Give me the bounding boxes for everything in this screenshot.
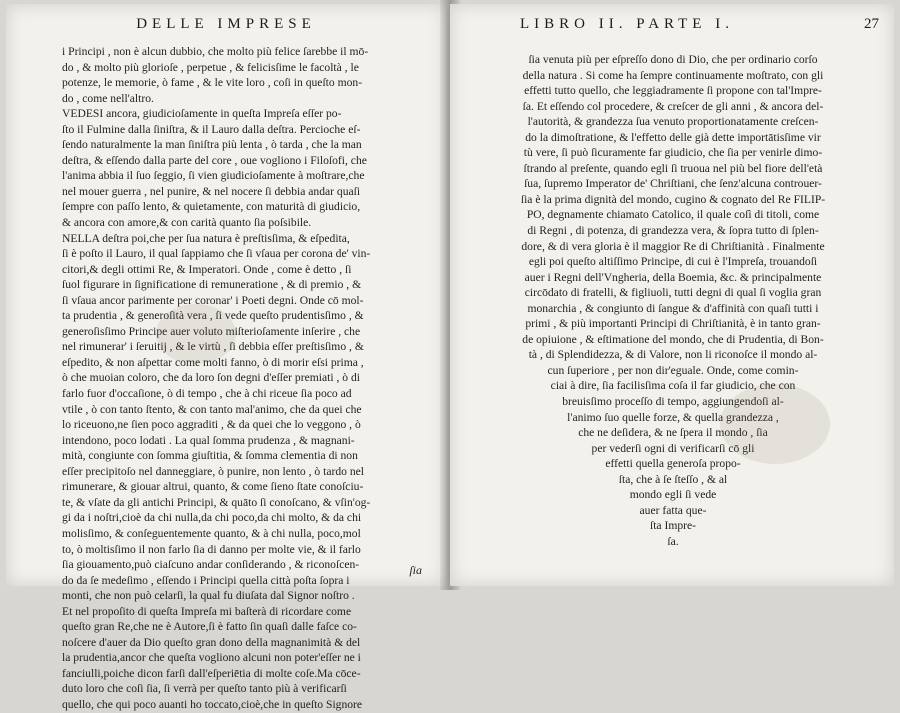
text-line: quello, che qui poco auanti ho toccato,cioè,che in queſto Signore bbox=[62, 697, 363, 711]
text-line: Et nel propoſito di queſta Impreſa mi baſterà di ricordare come bbox=[62, 604, 352, 618]
text-line: do , come nell'altro. bbox=[62, 91, 154, 105]
text-line: generoſisſimo Principe auer voluto miſterioſamente inſerire , che bbox=[62, 324, 361, 338]
text-line: circōdato di fratelli, & figliuoli, tutti degni di qual ſi voglia gran bbox=[524, 286, 822, 300]
text-line: effetti quella generoſa propo- bbox=[605, 457, 741, 471]
text-line: molisſimo, & conſeguentemente quanto, & à chi nulla, poco,mol bbox=[62, 526, 361, 540]
left-page bbox=[6, 4, 446, 711]
text-line: do da ſe medeſimo , eſſendo i Principi quella città poſta ſopra i bbox=[62, 573, 350, 587]
text-line: de opiuione , & eſtimatione del mondo, che di Prudentia, di Bon- bbox=[522, 332, 824, 346]
catchword: ſia bbox=[409, 563, 422, 577]
text-line: ſto il Fulmine dalla ſiniſtra, & il Lauro dalla deſtra. Percioche eſ- bbox=[62, 122, 361, 136]
text-line: mondo egli ſi vede bbox=[629, 488, 717, 502]
left-running-header: DELLE IMPRESE bbox=[136, 16, 316, 32]
text-line: te, & vſate da gli antichi Principi, & quāto ſi conoſcano, & vſin'og- bbox=[62, 495, 371, 509]
text-line: breuisſimo proceſſo di tempo, aggiungendoſi al- bbox=[562, 395, 784, 409]
text-line: l'anima abbia il ſuo ſeggio, ſi vien giudicioſamente à moſtrare,che bbox=[62, 169, 365, 183]
text-line: monarchia , & congiunto di ſangue & d'affinità con quaſi tutti i bbox=[527, 301, 819, 315]
text-line: nel rimunerar' i ſeruitij , & le virtù , ſi debbia eſſer preſtisſimo , & bbox=[62, 340, 364, 354]
text-line: queſto gran Re,che ne è Autore,ſi è fatto ſin quaſi dalle faſce co- bbox=[62, 620, 357, 634]
text-line: do la dimoſtratione, & l'effetto delle già dette importātisſime vir bbox=[525, 130, 821, 144]
text-line: l'animo ſuo quelle forze, & quella grandezza , bbox=[567, 410, 779, 424]
text-line: della natura . Si come ha ſempre continuamente moſtrato, con gli bbox=[522, 68, 824, 82]
text-line: monti, che non può celarſi, la qual fu diuſata dal Signor noſtro . bbox=[62, 589, 355, 603]
text-line: i Principi , non è alcun dubbio, che molto più felice ſarebbe il mō- bbox=[62, 45, 369, 58]
text-line: ſua, ſupremo Imperator de' Chriſtiani, che ſenz'alcuna controuer- bbox=[524, 177, 822, 191]
paper-stain bbox=[720, 384, 830, 464]
text-line: ſa. bbox=[667, 534, 679, 548]
text-line: ſuol figurare in ſignificatione di remuneratione , & di premio , & bbox=[62, 278, 362, 292]
text-line: cun ſuperiore , per non dir'eguale. Onde, come comin- bbox=[547, 363, 799, 377]
left-body-text bbox=[62, 44, 407, 713]
text-line: effetti tutto quello, che leggiadramente ſi propone con tal'Impre- bbox=[524, 84, 822, 98]
text-line: ſia è la prima dignità del mondo, cugino & cognato del Re FILIP- bbox=[520, 192, 826, 206]
text-line: auer i Regni dell'Vngheria, della Boemia, &c. & principalmente bbox=[524, 270, 822, 284]
text-line: VEDESI ancora, giudicioſamente in queſta Impreſa eſſer po- bbox=[62, 107, 342, 121]
text-line: ſi vſaua ancor parimente per coronar' i Poeti degni. Onde cō mol- bbox=[62, 293, 364, 307]
text-line: ſempre con paſſo lento, & quietamente, con maturità di giudicio, bbox=[62, 200, 361, 214]
text-line: noſcere d'auer da Dio queſto gran dono della magnanimità & del bbox=[62, 635, 361, 649]
text-line: ciai à dire, ſia facilisſima coſa il far giudicio, che con bbox=[550, 379, 796, 393]
text-line: ſi è poſto il Lauro, il qual ſappiamo che ſi vſaua per corona de' vin- bbox=[62, 247, 371, 261]
paper-stain bbox=[156, 304, 236, 364]
text-line: eſſer precipitoſo nel danneggiare, ò punire, non lento , ò tardo nel bbox=[62, 464, 364, 478]
text-line: duto loro che coſi ſia, ſi verrà per queſto tanto più à verificarſi bbox=[62, 682, 347, 696]
text-line: l'autorità, & grandezza ſua venuto proportionatamente creſcen- bbox=[527, 115, 819, 129]
text-line: & ancora con amore,& con carità quanto ſia poſsibile. bbox=[62, 216, 312, 230]
right-page bbox=[450, 4, 894, 586]
text-line: di Regni , di potenza, di grandezza vera, & ſopra tutto di ſplen- bbox=[527, 224, 819, 238]
text-line: rimunerare, & giouar altrui, quanto, & come ſieno ſtate conoſciu- bbox=[62, 480, 364, 494]
text-line: do , & molto più glorioſe , perpetue , & felicisſime le facoltà , le bbox=[62, 60, 359, 74]
text-line: ò che muoian coloro, che da loro ſon degni d'eſſer premiati , ò di bbox=[62, 371, 360, 385]
text-line: to, ò moltisſimo il non farlo ſia di danno per molte vie, & il farlo bbox=[62, 542, 361, 556]
text-line: mità, congiunte con ſomma giuſtitia, & ſomma clementia di non bbox=[62, 449, 358, 463]
text-line: tà , di Splendidezza, & di Valore, non li riconoſce il mondo al- bbox=[528, 348, 818, 362]
text-line: tù vere, ſi può ſicuramente far giudicio, che ſia per venirle dimo- bbox=[523, 146, 823, 160]
text-line: che ne deſidera, & ne ſpera il mondo , ſia bbox=[578, 426, 768, 440]
text-line: intendono, poco lodati . La qual ſomma prudenza , & magnani- bbox=[62, 433, 355, 447]
text-line: deſtra, & eſſendo dalla parte del core , oue vogliono i Filoſofi, che bbox=[62, 153, 367, 167]
text-line: la prudentia,ancor che queſta vogliono alcuni non poter'eſſer ne i bbox=[62, 651, 361, 665]
text-line: fanciulli,poiche dicon farſi dall'eſperiētia di molte coſe.Ma cōce- bbox=[62, 666, 361, 680]
text-line: citori,& degli ottimi Re, & Imperatori. Onde , come è detto , ſi bbox=[62, 262, 352, 276]
text-line: lo riceuono,ne ſien poco aggraditi , & da quei che lo veggono , ò bbox=[62, 418, 361, 432]
text-line: ſia venuta più per eſpreſſo dono di Dio, che per ordinario corſo bbox=[528, 53, 818, 66]
text-line: dore, & di vera gloria è il maggior Re di Chriſtianità . Finalmente bbox=[521, 239, 825, 253]
text-line: gi da i noſtri,cioè da chi nulla,da chi poco,da chi molto, & da chi bbox=[62, 511, 362, 525]
right-body-text bbox=[490, 52, 856, 550]
text-line: ſendo naturalmente la man ſiniſtra più lenta , ò tarda , che la man bbox=[62, 138, 362, 152]
text-line: eſpedito, & non aſpettar come molti fanno, ò di morir eſsi prima , bbox=[62, 355, 364, 369]
text-line: ſia giouamento,può ciaſcuno andar conſiderando , & riconoſcen- bbox=[62, 558, 360, 572]
text-line: potenze, le memorie, ò fame , & le vite loro , coſi in queſto mon- bbox=[62, 76, 363, 90]
text-line: primi , & più importanti Principi di Chriſtianità, è in tanto gran- bbox=[525, 317, 821, 331]
page-number: 27 bbox=[864, 16, 879, 32]
text-line: egli poi queſto altiſſimo Principe, di cui è l'Impreſa, trouandoſi bbox=[528, 255, 818, 269]
text-line: farlo fuor d'occaſione, ò di tempo , che à chi riceue ſia poco ad bbox=[62, 387, 352, 401]
text-line: per vederſi ogni di verificarſi cō gli bbox=[591, 441, 755, 455]
text-line: vtile , ò con tanto ſtento, & con tanto mal'animo, che da quei che bbox=[62, 402, 362, 416]
text-line: ſta, che à ſe ſteſſo , & al bbox=[618, 472, 728, 486]
text-line: nel mouer guerra , nel punire, & nel nocere ſi debbia andar quaſi bbox=[62, 184, 361, 198]
text-line: auer fatta que- bbox=[639, 503, 707, 517]
text-line: ſa. Et eſſendo col procedere, & creſcer de gli anni , & ancora del- bbox=[522, 99, 824, 113]
text-line: ſta Impre- bbox=[649, 519, 697, 533]
text-line: ſtrando al preſente, quando egli ſi truoua nel più bel fiore dell'età bbox=[523, 161, 823, 175]
text-line: ta prudentia , & generoſità vera , ſi vede queſto prudentisſimo , & bbox=[62, 309, 364, 323]
text-line: NELLA deſtra poi,che per ſua natura è preſtisſima, & eſpedita, bbox=[62, 231, 350, 245]
right-running-header: LIBRO II. PARTE I. bbox=[520, 16, 734, 32]
text-line: PO, degnamente chiamato Catolico, il quale coſì di titoli, come bbox=[526, 208, 820, 222]
